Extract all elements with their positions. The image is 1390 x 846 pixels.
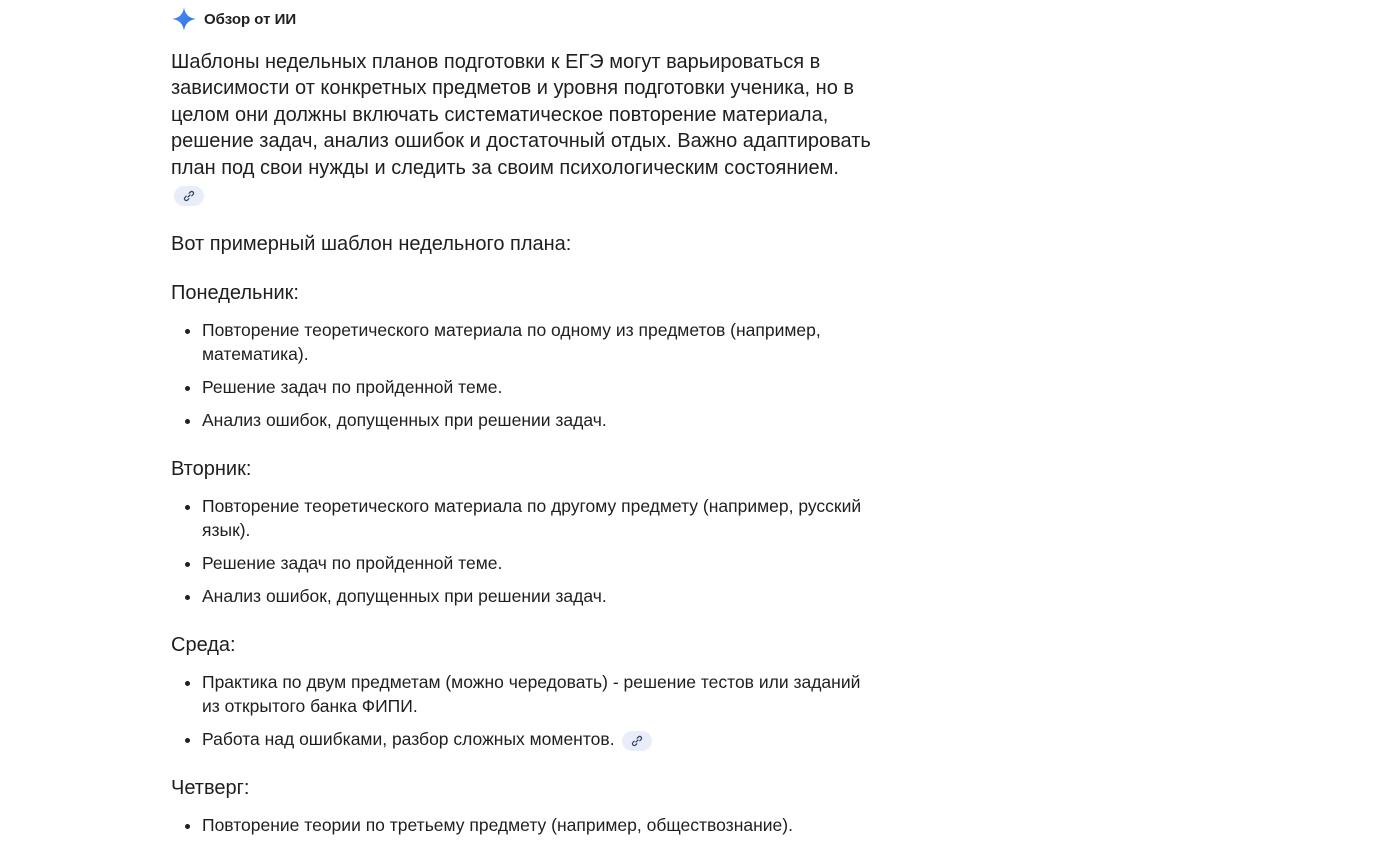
list-item: • Повторение теории по третьему предмету (например, обществознание). [202, 813, 872, 837]
list-item: • Анализ ошибок, допущенных при решении задач. [202, 408, 872, 432]
intro-text: Шаблоны недельных планов подготовки к ЕГЭ могут варьироваться в зависимости от конкретных предметов и уровня подготовки ученика, но в целом они должны включать систематическое повторение материала, решение задач, анализ ошибок и достаточный отдых. Важно адаптировать план под свои нужды и следить за своим психологическим состоянием. [171, 51, 871, 179]
list-item: • Решение задач по пройденной теме. [202, 375, 872, 399]
list-item: • Повторение теоретического материала по одному из предметов (например, математика). [202, 318, 872, 366]
day-list-monday [171, 318, 872, 441]
day-heading-monday: Понедельник: [171, 282, 299, 304]
list-item: • Повторение теоретического материала по другому предмету (например, русский язык). [202, 494, 872, 542]
sparkle-icon [171, 6, 197, 32]
list-item: • Практика по двум предметам (можно чередовать) - решение тестов или заданий из открытого банка ФИПИ. [202, 670, 872, 718]
plan-intro: Вот примерный шаблон недельного плана: [171, 233, 572, 255]
day-heading-wednesday: Среда: [171, 634, 236, 656]
day-list-tuesday [171, 494, 872, 617]
list-item: • Анализ ошибок, допущенных при решении задач. [202, 584, 872, 608]
list-item: • Решение задач по пройденной теме. [202, 551, 872, 575]
day-list-thursday [171, 813, 872, 846]
day-heading-thursday: Четверг: [171, 777, 250, 799]
list-item [202, 727, 872, 751]
intro-paragraph [171, 49, 871, 207]
link-icon [183, 190, 195, 202]
ai-overview-title: Обзор от ИИ [204, 10, 297, 28]
ai-overview-header [171, 6, 296, 32]
list-item-text: Работа над ошибками, разбор сложных моментов. [202, 729, 615, 749]
day-heading-tuesday: Вторник: [171, 458, 252, 480]
source-link-button[interactable] [174, 186, 204, 206]
day-list-wednesday [171, 670, 872, 760]
source-link-button[interactable] [622, 731, 652, 751]
link-icon [631, 735, 643, 747]
